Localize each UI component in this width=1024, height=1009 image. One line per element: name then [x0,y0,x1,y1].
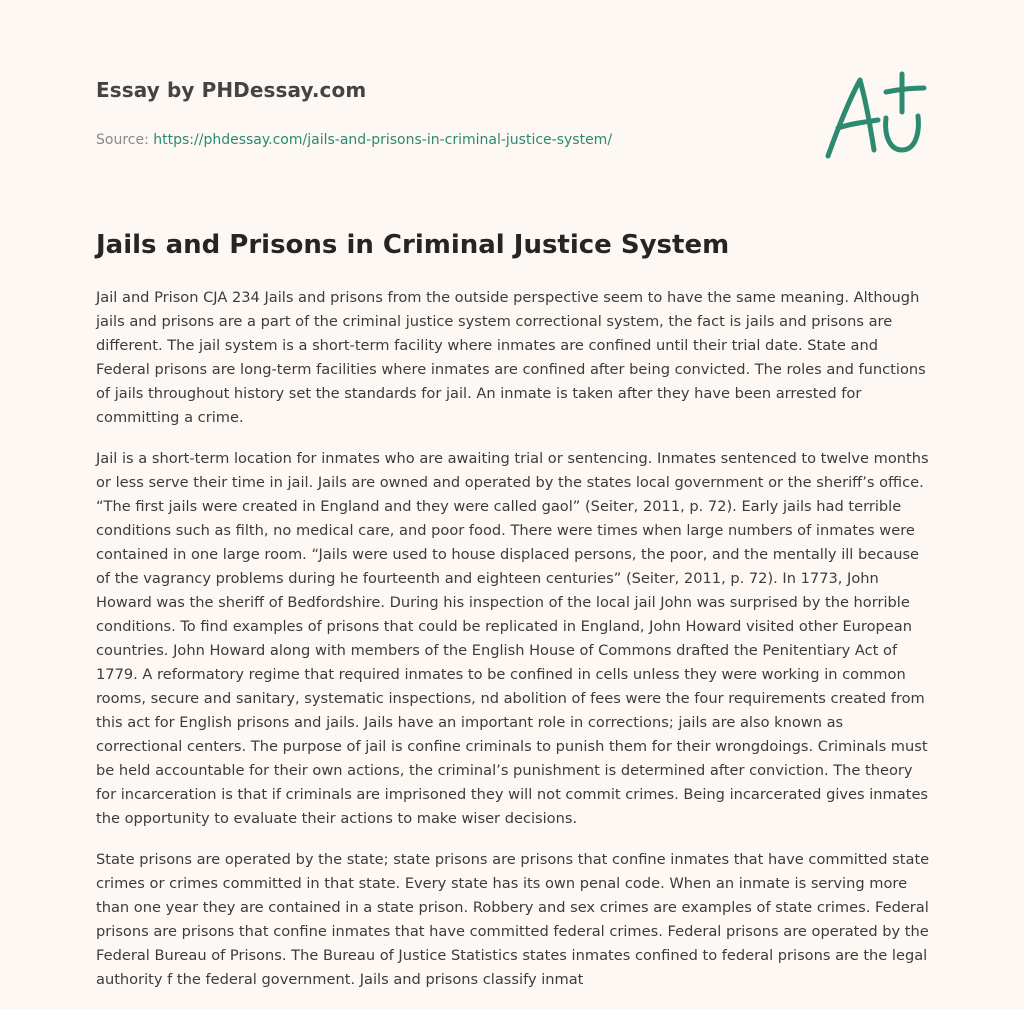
a-plus-logo-icon [820,66,930,166]
essay-paragraph-1: Jail and Prison CJA 234 Jails and prisons from the outside perspective seem to have the same meaning. Although jails and prisons are a part of the criminal justice system correctional system, the fact is jails and prisons are different. The jail system is a short-term facility where inmates are confined until their trial date. State and Federal prisons are long-term facilities where inmates are confined after being convicted. The roles and functions of jails throughout history set the standards for jail. An inmate is taken after they have been arrested for committing a crime. [96,289,926,426]
source-label: Source: [96,132,154,148]
brand-title: Essay by PHDessay.com [96,78,367,102]
source-line [96,130,796,150]
essay-paragraph-3: State prisons are operated by the state; state prisons are prisons that confine inmates that have committed state crimes or crimes committed in that state. Every state has its own penal code. When an inmate is serving more than one year they are contained in a state prison. Robbery and sex crimes are examples of state crimes. Federal prisons are prisons that confine inmates that have committed federal crimes. Federal prisons are operated by the Federal Bureau of Prisons. The Bureau of Justice Statistics states inmates confined to federal prisons are the legal authority f the federal government. Jails and prisons classify inmat [96,851,930,988]
page-header [96,76,796,150]
essay-title: Jails and Prisons in Criminal Justice System [96,230,730,260]
essay-paragraph-2: Jail is a short-term location for inmates who are awaiting trial or sentencing. Inmates sentenced to twelve months or less serve their time in jail. Jails are owned and operated by the states local government or the sheriff’s office. “The first jails were created in England and they were called gaol” (Seiter, 2011, p. 72). Early jails had terrible conditions such as filth, no medical care, and poor food. There were times when large numbers of inmates were contained in one large room. “Jails were used to house displaced persons, the poor, and the mentally ill because of the vagrancy problems during he fourteenth and eighteen centuries” (Seiter, 2011, p. 72). In 1773, John Howard was the sheriff of Bedfordshire. During his inspection of the local jail John was surprised by the horrible conditions. To find examples of prisons that could be replicated in England, John Howard visited other European countries. John Howard along with members of the English House of Commons drafted the Penitentiary Act of 1779. A reformatory regime that required inmates to be confined in cells unless they were working in common rooms, secure and sanitary, systematic inspections, nd abolition of fees were the four requirements created from this act for English prisons and jails. Jails have an important role in corrections; jails are also known as correctional centers. The purpose of jail is confine criminals to punish them for their wrongdoings. Criminals must be held accountable for their own actions, the criminal’s punishment is determined after conviction. The theory for incarceration is that if criminals are imprisoned they will not commit crimes. Being incarcerated gives inmates the opportunity to evaluate their actions to make wiser decisions. [96,450,929,827]
essay-body [96,286,934,1009]
source-link[interactable]: https://phdessay.com/jails-and-prisons-in-criminal-justice-system/ [153,132,613,148]
